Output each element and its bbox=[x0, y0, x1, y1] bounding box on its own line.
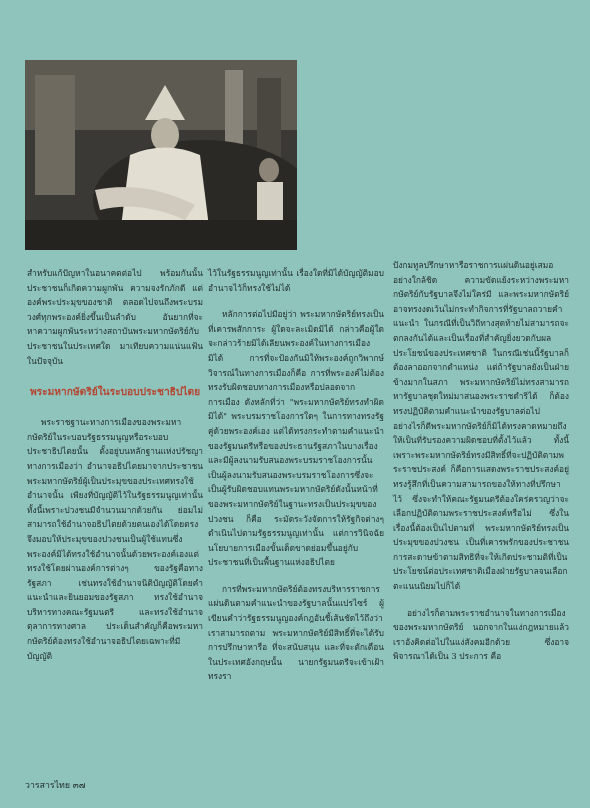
col2-paragraph-1: ไว้ในรัฐธรรมนูญเท่านั้น เรื่องใดที่มิได้บัญญัติมอบอำนาจไว้ก็ทรงใช้ไม่ได้ bbox=[208, 268, 384, 293]
col1-body-paragraph: พระราชฐานะทางการเมืองของพระมหากษัตริย์ในระบอบรัฐธรรมนูญหรือระบอบประชาธิปไตยนั้น ตั้งอยู่บนหลักฐานแห่งปรัชญาทางการเมืองว่า อำนาจอธิปไตยมาจากประชาชนพระมหากษัตริย์ผู้เป็นประมุขของประเทศทรงใช้อำนาจนั้น เพียงที่บัญญัติไว้ในรัฐธรรมนูญเท่านั้น ทั้งนี้เพราะปวงชนมีจำนวนมากด้วยกัน ย่อมไม่สามารถใช้อำนาจอธิปไตยด้วยตนเองได้โดยตรง จึงมอบให้ประมุขของปวงชนเป็นผู้ใช้แทนซึ่งพระองค์มิได้ทรงใช้อำนาจนั้นด้วยพระองค์เองแต่ทรงใช้โดยผ่านองค์การต่างๆ ของรัฐคือทางรัฐสภา เช่นทรงใช้อำนาจนิติบัญญัติโดยคำแนะนำและยินยอมของรัฐสภา ทรงใช้อำนาจบริหารทางคณะรัฐมนตรี และทรงใช้อำนาจตุลาการทางศาล ประเด็นสำคัญก็คือพระมหากษัตริย์ต้องทรงใช้อำนาจอธิปไตยเฉพาะที่มีบัญญัติ bbox=[27, 417, 203, 661]
col2-paragraph-2: หลักการต่อไปมีอยู่ว่า พระมหากษัตริย์ทรงเป็นที่เคารพสักการะ ผู้ใดจะละเมิดมิได้ กล่าวคือผู้ใดจะกล่าวร้ายมิได้เลียนพระองค์ในทางการเมืองมิได้ การที่จะป้องกันมิให้พระองค์ถูกวิพากษ์วิจารณ์ในทางการเมืองก็คือ การที่พระองค์ไม่ต้องทรงรับผิดชอบทางการเมืองหรือปลอดจากการเมือง ดังหลักที่ว่า "พระมหากษัตริย์ทรงทำผิดมิได้" พระบรมราชโองการใดๆ ในการทางทรงรัฐคู่ด้วยพระองค์เอง แต่ได้ทรงกระทำตามคำแนะนำของรัฐมนตรีหรือของประธานรัฐสภาในบางเรื่อง และมีผู้ลงนามรับสนองพระบรมราชโองการนั้นเป็นผู้ลงนามรับสนองพระบรมราชโองการซึ่งจะเป็นผู้รับผิดชอบแทนพระมหากษัตริย์ดังนั้นหน้าที่ของพระมหากษัตริย์ในฐานะทรงเป็นประมุขของปวงชน ก็คือ ระมัดระวังจัดการให้รัฐกิจต่างๆ ดำเนินไปตามรัฐธรรมนูญเท่านั้น แต่การวินิจฉัยนโยบายการเมืองขั้นเด็ดขาดย่อมขึ้นอยู่กับประชาชนที่เป็นพื้นฐานแห่งอธิปไตย bbox=[208, 309, 384, 568]
column-1 bbox=[27, 266, 203, 663]
col1-intro-paragraph: สำหรับแก้ปัญหาในอนาคตต่อไป พร้อมกันนั้นประชาชนก็เกิดความผูกพัน ความจงรักภักดี แต่องค์พระประมุขของชาติ ตลอดไปจนถึงพระบรมวงศ์ทุกพระองค์ยิ่งขึ้นเป็นลำดับ อันยากที่จะหาความผูกพันระหว่างสถาบันพระมหากษัตริย์กับประชาชนในประเทศใด มาเทียบความแน่นแฟ้นในปัจจุบัน bbox=[27, 268, 203, 366]
col3-paragraph-2: อย่างไรก็ตามพระราชอำนาจในทางการเมืองของพระมหากษัตริย์ นอกจากในแง่กฎหมายแล้ว เราอังคิดต่อไปในแง่สังคมอีกด้วย ซึ่งอาจพิจารณาได้เป็น 3 ประการ คือ bbox=[393, 607, 569, 662]
photo-ceremony-icon bbox=[25, 60, 297, 250]
col3-paragraph-1: ปังกมทูลปรึกษาหารือราชการแผ่นดินอยู่เสมออย่างใกล้ชิด ความขัดแย้งระหว่างพระมหากษัตริย์กับรัฐบาลจึงไม่ใคร่มี และพระมหากษัตริย์อาจทรงงดเว้นไม่กระทำกิจการที่รัฐบาลถวายคำแนะนำ ในกรณีที่เป็นวิถีทางสุดท้ายไม่สามารถจะตกลงกันได้และเป็นเรื่องที่สำคัญยิ่งยวดกับผลประโยชน์ของประเทศชาติ ในกรณีเช่นนี้รัฐบาลก็ต้องลาออกจากตำแหน่ง แต่ถ้ารัฐบาลยังเป็นฝ่ายข้างมากในสภา พระมหากษัตริย์ไม่ทรงสามารถหารัฐบาลชุดใหม่มาสนองพระราชดำริได้ ก็ต้องทรงปฏิบัติตามคำแนะนำของรัฐบาลต่อไป อย่างไรก็ดีพระมหากษัตริย์ก็มิได้ทรงคาดหมายถึงให้เป็นที่รับรองความผิดชอบที่ตั้งไว้แล้ว ทั้งนี้เพราะพระมหากษัตริย์ทรงมีสิทธิ์ที่จะปฏิบัติตามพระราชประสงค์ ก็คือการแสดงพระราชประสงค์อยู่ทรงรู้สึกที่เป็นความสามารถของให้ทางที่ปรึกษาไว้ ซึ่งจะทำให้คณะรัฐมนตรีต้องใคร่ครวญว่าจะเลือกปฏิบัติตามพระราชประสงค์หรือไม่ ซึ่งในเรื่องนี้ต้องเป็นไปตามที่ พระมหากษัตริย์ทรงเป็นประมุขของปวงชน เป็นที่เคารพรักของประชาชนการสะดาษข้าตามสิทธิที่จะให้เกิดประชามติที่เป็นประโยชน์ต่อประเทศชาติเมืองฝ่ายรัฐบาลจนเลือกตะแนนนิยมไปก็ได้ bbox=[393, 260, 569, 592]
page-folio: วารสารไทย ๓๗ bbox=[25, 781, 86, 791]
column-3 bbox=[393, 258, 569, 664]
column-2 bbox=[208, 266, 384, 684]
col2-paragraph-3: การที่พระมหากษัตริย์ต้องทรงบริหารราชการแผ่นดินตามคำแนะนำของรัฐบาลนั้นแปรไซร์ ผู้เขียนคำว่ารัฐธรรมนูญองค์กฎอันชี้เส้นชัดไว้ถึงว่าเราสามารถตาม พระมหากษัตริย์มีสิทธิ์ที่จะได้รับการปรึกษาหารือ ที่จะสนับสนุน และที่จะตักเตือน ในประเทศอังกฤษนั้น นายกรัฐมนตรีจะเข้าเฝ้าทรงรา bbox=[208, 583, 384, 682]
ceremony-photo bbox=[25, 60, 297, 250]
section-heading: พระมหากษัตริย์ในระบอบประชาธิปไตย bbox=[29, 386, 201, 399]
